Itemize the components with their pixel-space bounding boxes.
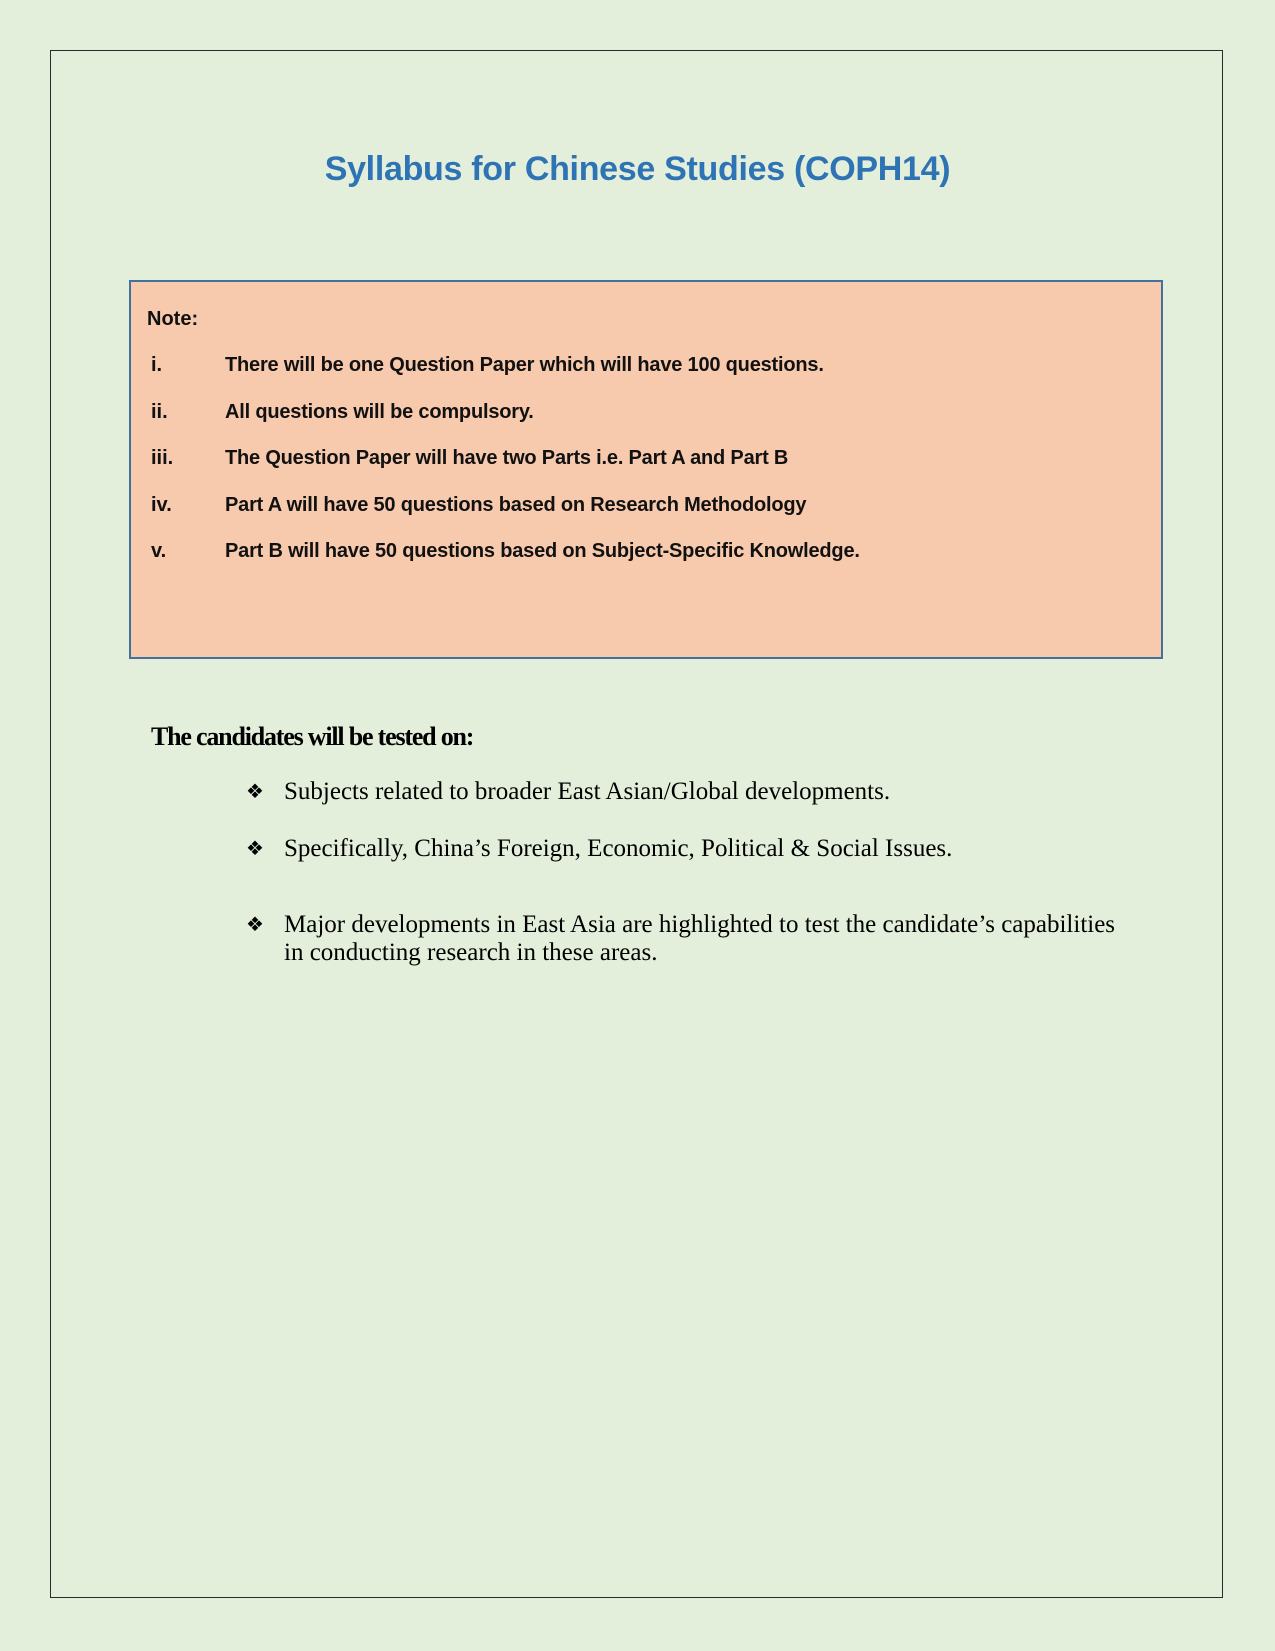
- diamond-bullet-icon: ❖: [246, 914, 264, 936]
- bullet-item: [246, 835, 1126, 863]
- bullet-text: Specifically, China’s Foreign, Economic, Political & Social Issues.: [284, 835, 953, 862]
- bullet-item: [246, 778, 1126, 806]
- note-box: [129, 280, 1163, 659]
- note-item-number: iv.: [151, 493, 172, 516]
- diamond-bullet-icon: ❖: [246, 838, 264, 860]
- note-item-text: Part A will have 50 questions based on Research Methodology: [225, 493, 807, 516]
- note-item-number: iii.: [151, 447, 174, 469]
- tested-heading: The candidates will be tested on:: [151, 722, 474, 751]
- note-label: Note:: [147, 308, 199, 330]
- note-item-text: All questions will be compulsory.: [225, 400, 534, 423]
- note-item-number: i.: [151, 354, 163, 376]
- note-item-text: There will be one Question Paper which will have 100 questions.: [225, 354, 824, 376]
- note-item-text: The Question Paper will have two Parts i.e. Part A and Part B: [225, 447, 789, 469]
- note-item-number: ii.: [151, 400, 168, 423]
- bullet-text: Major developments in East Asia are highlighted to test the candidate’s capabilities in conducting research in these areas.: [284, 911, 1116, 966]
- diamond-bullet-icon: ❖: [246, 781, 264, 803]
- bullet-text: Subjects related to broader East Asian/Global developments.: [284, 778, 891, 805]
- tested-bullet-list: [246, 778, 1126, 967]
- note-item-text: Part B will have 50 questions based on Subject-Specific Knowledge.: [225, 540, 860, 562]
- note-item-number: v.: [151, 540, 167, 562]
- bullet-item: [246, 911, 1126, 967]
- document-title: Syllabus for Chinese Studies (COPH14): [324, 150, 951, 188]
